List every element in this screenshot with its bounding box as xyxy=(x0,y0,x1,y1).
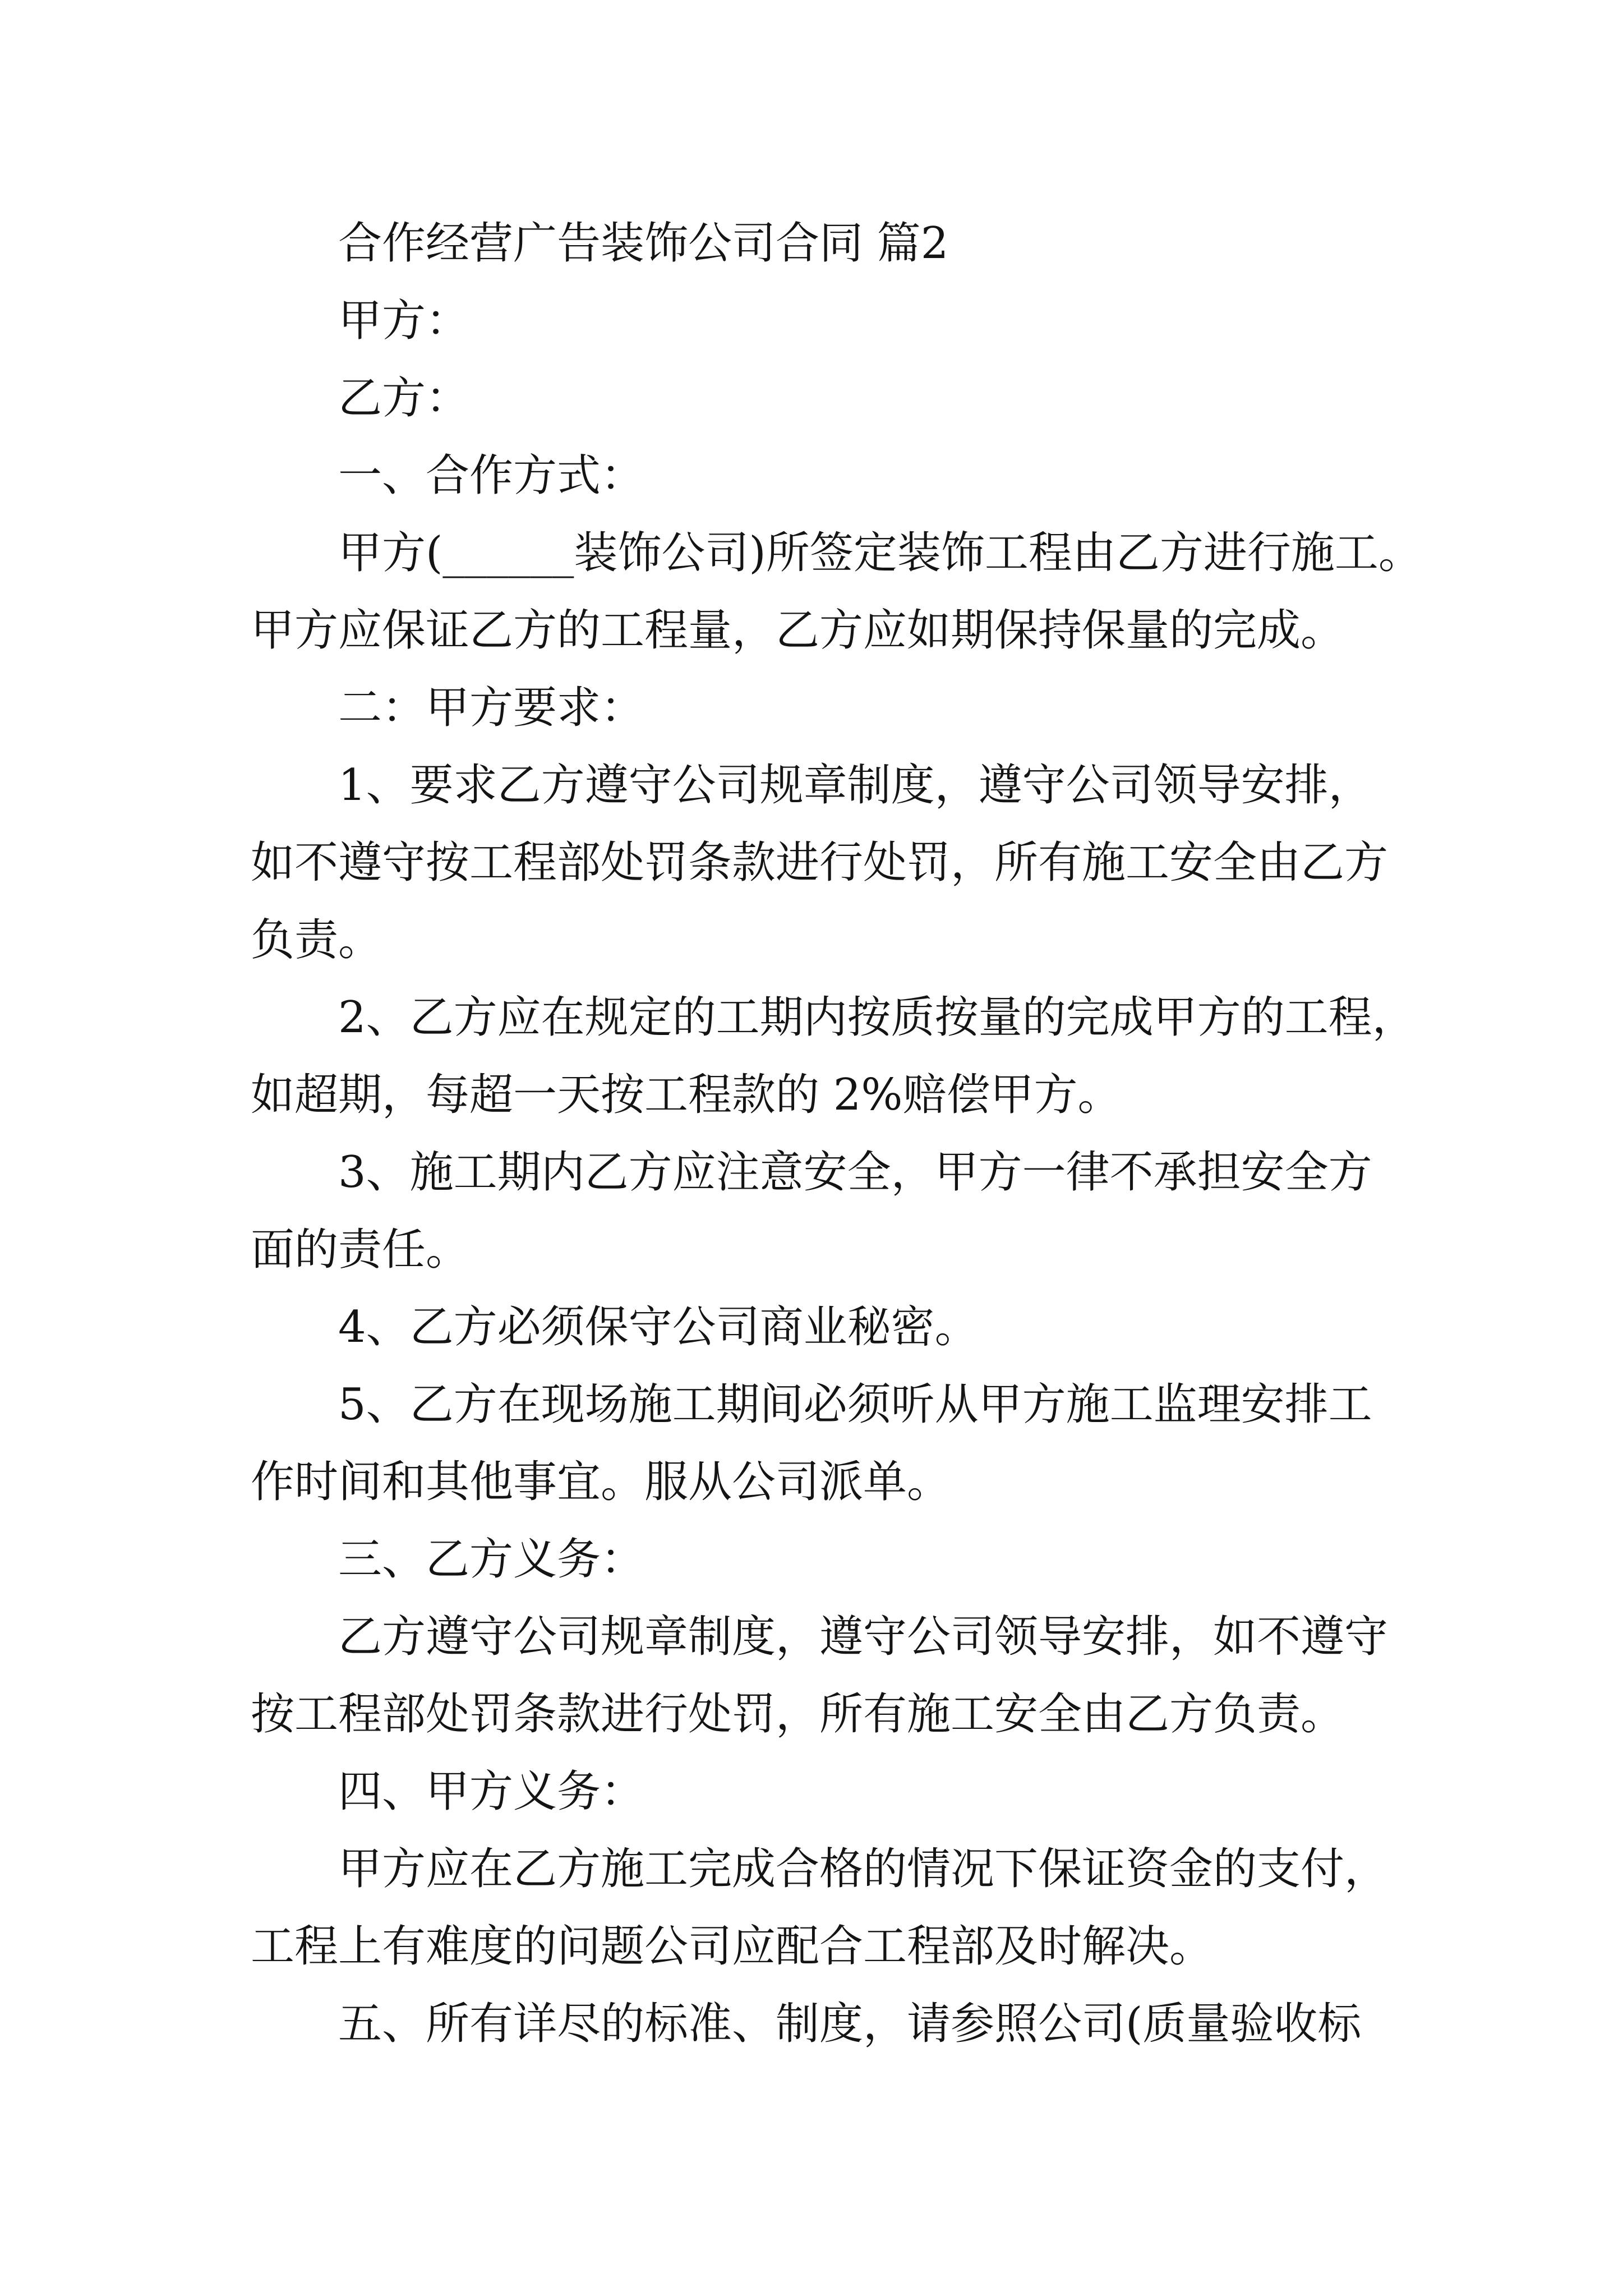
clause-paragraph xyxy=(251,1598,1440,1753)
clause-paragraph xyxy=(251,979,1440,1134)
party-a-paragraph xyxy=(251,282,1440,360)
paragraph-line: 甲方应在乙方施工完成合格的情况下保证资金的支付， xyxy=(338,1844,1389,1894)
paragraph-line: 5、乙方在现场施工期间必须听从甲方施工监理安排工 xyxy=(338,1379,1372,1430)
paragraph-line: 面的责任。 xyxy=(251,1225,470,1275)
paragraph-line: 乙方遵守公司规章制度，遵守公司领导安排，如不遵守 xyxy=(338,1612,1389,1662)
clause-paragraph xyxy=(251,514,1440,669)
paragraph-line: 1、要求乙方遵守公司规章制度，遵守公司领导安排， xyxy=(338,760,1372,811)
paragraph-line: 作时间和其他事宜。服从公司派单。 xyxy=(251,1457,951,1507)
clause-paragraph xyxy=(251,1366,1440,1521)
clause-paragraph xyxy=(251,747,1440,979)
section-heading-text: 一、合作方式： xyxy=(338,450,645,501)
party-b-label: 乙方： xyxy=(338,373,470,424)
party-b-paragraph xyxy=(251,360,1440,437)
paragraph-line: 负责。 xyxy=(251,915,382,965)
section-heading-text: 三、乙方义务： xyxy=(338,1534,645,1585)
paragraph-line: 工程上有难度的问题公司应配合工程部及时解决。 xyxy=(251,1921,1214,1972)
section-heading-text: 四、甲方义务： xyxy=(338,1766,645,1817)
section-heading xyxy=(251,1753,1440,1830)
section-heading-text: 二：甲方要求： xyxy=(338,683,645,733)
document-body xyxy=(251,205,1440,2063)
clause-paragraph xyxy=(251,1134,1440,1289)
section-heading xyxy=(251,669,1440,747)
paragraph-line: 甲方应保证乙方的工程量，乙方应如期保持保量的完成。 xyxy=(251,605,1345,656)
paragraph-line: 甲方(______装饰公司)所签定装饰工程由乙方进行施工。 xyxy=(338,528,1422,578)
paragraph-line: 2、乙方应在规定的工期内按质按量的完成甲方的工程， xyxy=(338,992,1416,1043)
section-heading xyxy=(251,437,1440,514)
paragraph-line: 如不遵守按工程部处罚条款进行处罚，所有施工安全由乙方 xyxy=(251,838,1389,888)
clause-paragraph xyxy=(251,1985,1440,2063)
paragraph-line: 如超期，每超一天按工程款的 2%赔偿甲方。 xyxy=(251,1070,1122,1120)
paragraph-line: 4、乙方必须保守公司商业秘密。 xyxy=(338,1302,979,1352)
section-heading xyxy=(251,1521,1440,1598)
paragraph-line: 按工程部处罚条款进行处罚，所有施工安全由乙方负责。 xyxy=(251,1689,1345,1740)
paragraph-line: 3、施工期内乙方应注意安全，甲方一律不承担安全方 xyxy=(338,1147,1372,1198)
document-title: 合作经营广告装饰公司合同 篇2 xyxy=(338,218,949,269)
clause-paragraph xyxy=(251,1830,1440,1985)
paragraph-line: 五、所有详尽的标准、制度，请参照公司(质量验收标 xyxy=(338,1999,1362,2049)
party-a-label: 甲方： xyxy=(338,296,470,346)
clause-paragraph xyxy=(251,1289,1440,1366)
